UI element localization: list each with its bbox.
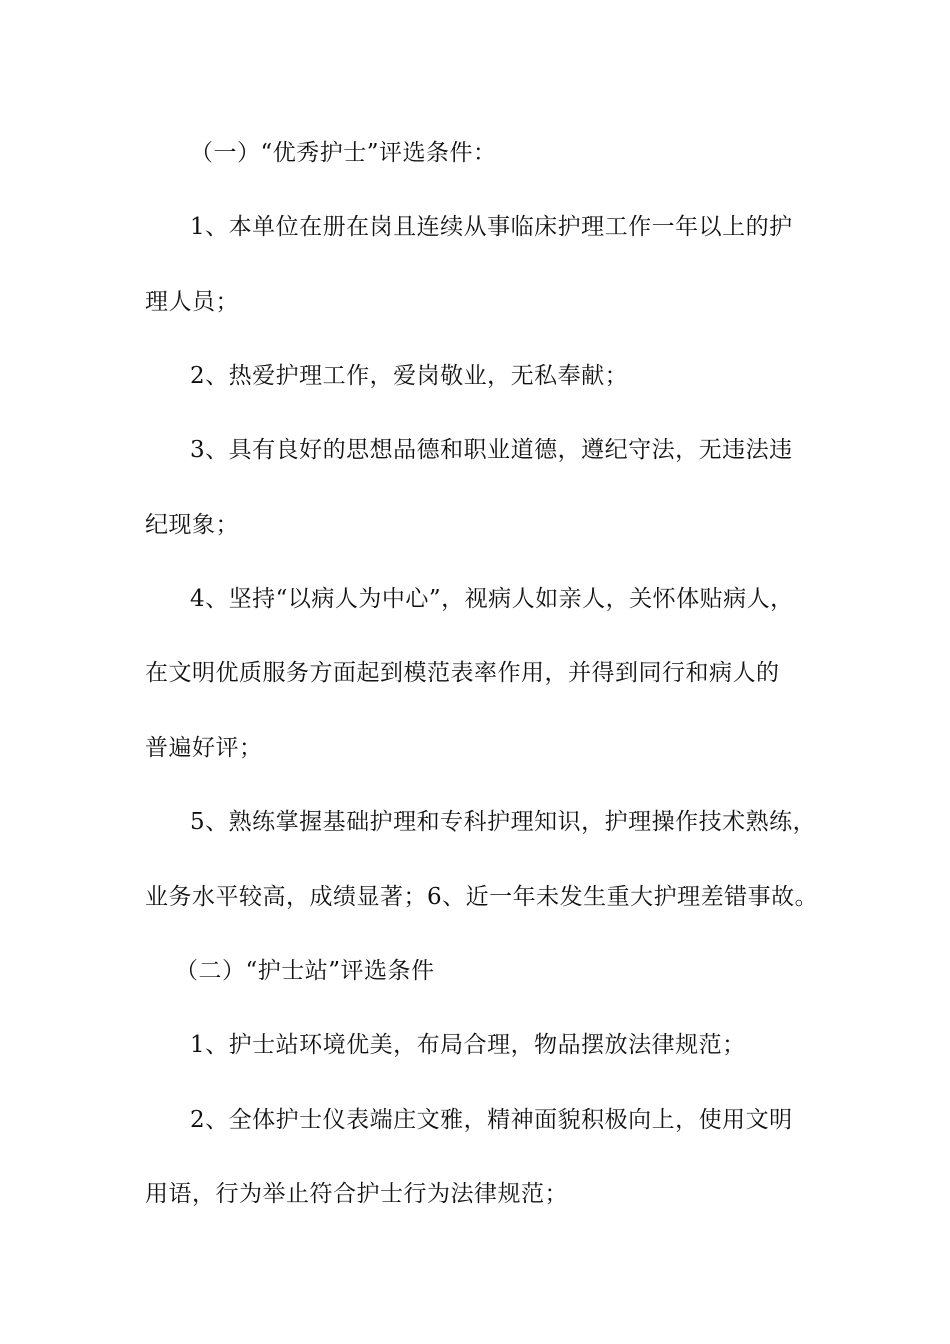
criterion-3-line-2: 纪现象； [145,512,239,538]
station-criterion-2-line-1: 2、全体护士仪表端庄文雅，精神面貌积极向上，使用文明 [190,1107,793,1133]
section-heading-excellent-nurse: （一）“优秀护士”评选条件： [190,140,497,166]
criterion-4-line-1: 4、坚持“以病人为中心”，视病人如亲人，关怀体贴病人， [190,586,794,612]
station-criterion-1: 1、护士站环境优美，布局合理，物品摆放法律规范； [190,1032,746,1058]
criterion-1-line-1: 1、本单位在册在岗且连续从事临床护理工作一年以上的护 [190,214,793,240]
criterion-4-line-3: 普遍好评； [145,735,263,761]
section-heading-nurse-station: （二）“护士站”评选条件 [175,958,435,984]
station-criterion-2-line-2: 用语，行为举止符合护士行为法律规范； [145,1181,568,1207]
criterion-4-line-2: 在文明优质服务方面起到模范表率作用，并得到同行和病人的 [145,660,780,686]
criterion-5-line-1: 5、熟练掌握基础护理和专科护理知识，护理操作技术熟练， [190,809,817,835]
criterion-3-line-1: 3、具有良好的思想品德和职业道德，遵纪守法，无违法违 [190,437,793,463]
criterion-1-line-2: 理人员； [145,289,239,315]
criterion-5-line-2: 业务水平较高，成绩显著；6、近一年未发生重大护理差错事故。 [145,884,819,910]
criterion-2: 2、热爱护理工作，爱岗敬业，无私奉献； [190,363,629,389]
